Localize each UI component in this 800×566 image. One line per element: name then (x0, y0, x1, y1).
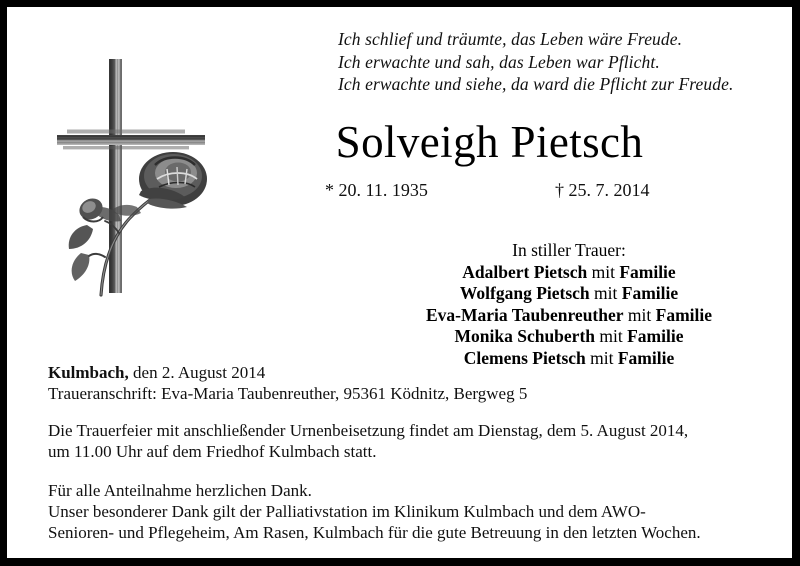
thanks-line-1: Für alle Anteilnahme herzlichen Dank. (48, 481, 312, 500)
mourning-address: Traueranschrift: Eva-Maria Taubenreuther, 95361 Ködnitz, Bergweg 5 (48, 384, 528, 403)
mourner-entry (387, 348, 751, 370)
city-name: Kulmbach, (48, 363, 129, 382)
birth-date: * 20. 11. 1935 (325, 180, 428, 200)
mourner-entry (387, 305, 751, 327)
rose-bud (76, 195, 107, 224)
mourner-conjunction: mit (599, 326, 623, 346)
mourners-block (387, 240, 800, 369)
ceremony-line-1: Die Trauerfeier mit anschließender Urnenbeisetzung findet am Dienstag, dem 5. August 2014, (48, 421, 689, 440)
cross-with-rose-icon (45, 57, 245, 297)
mourner-name: Eva-Maria Taubenreuther (425, 304, 624, 325)
ceremony-details (48, 420, 778, 462)
mourner-suffix: Familie (627, 326, 684, 346)
mourner-conjunction: mit (591, 261, 615, 282)
notice-paper (7, 7, 792, 558)
epigraph-line-1: Ich schlief und träumte, das Leben wäre Freude. (338, 29, 683, 49)
epigraph-line-3: Ich erwachte und siehe, da ward die Pflicht zur Freude. (338, 74, 734, 94)
thanks-line-2: Unser besonderer Dank gilt der Palliativstation im Klinikum Kulmbach und dem AWO- (48, 502, 646, 521)
death-date: † 25. 7. 2014 (555, 180, 650, 200)
thanks-line-3: Senioren- und Pflegeheim, Am Rasen, Kulmbach für die gute Betreuung in den letzten Wochen. (48, 523, 701, 542)
mourner-name: Adalbert Pietsch (462, 261, 588, 282)
mourner-name: Monika Schuberth (454, 326, 596, 346)
mourner-entry (387, 262, 751, 284)
mourner-conjunction: mit (590, 347, 614, 368)
ceremony-line-2: um 11.00 Uhr auf dem Friedhof Kulmbach statt. (48, 442, 377, 461)
mourner-suffix: Familie (621, 283, 679, 303)
mourner-entry (387, 326, 751, 348)
page-title: Solveigh Pietsch (335, 117, 644, 167)
notice-date: den 2. August 2014 (133, 363, 266, 382)
thanks-note (48, 480, 783, 543)
cross-vertical-beam (109, 59, 122, 293)
mourner-conjunction: mit (594, 283, 618, 303)
mourner-entry (387, 283, 751, 305)
epigraph-line-2: Ich erwachte und sah, das Leben war Pflicht. (338, 51, 660, 72)
mourner-suffix: Familie (617, 347, 675, 368)
place-and-date-line (48, 362, 265, 383)
mourner-conjunction: mit (627, 304, 652, 325)
mourner-suffix: Familie (655, 304, 712, 325)
epigraph (338, 28, 733, 96)
mourner-name: Clemens Pietsch (463, 347, 586, 368)
mourner-suffix: Familie (619, 261, 676, 282)
mourners-intro: In stiller Trauer: (512, 240, 626, 260)
mourner-name: Wolfgang Pietsch (459, 283, 590, 303)
